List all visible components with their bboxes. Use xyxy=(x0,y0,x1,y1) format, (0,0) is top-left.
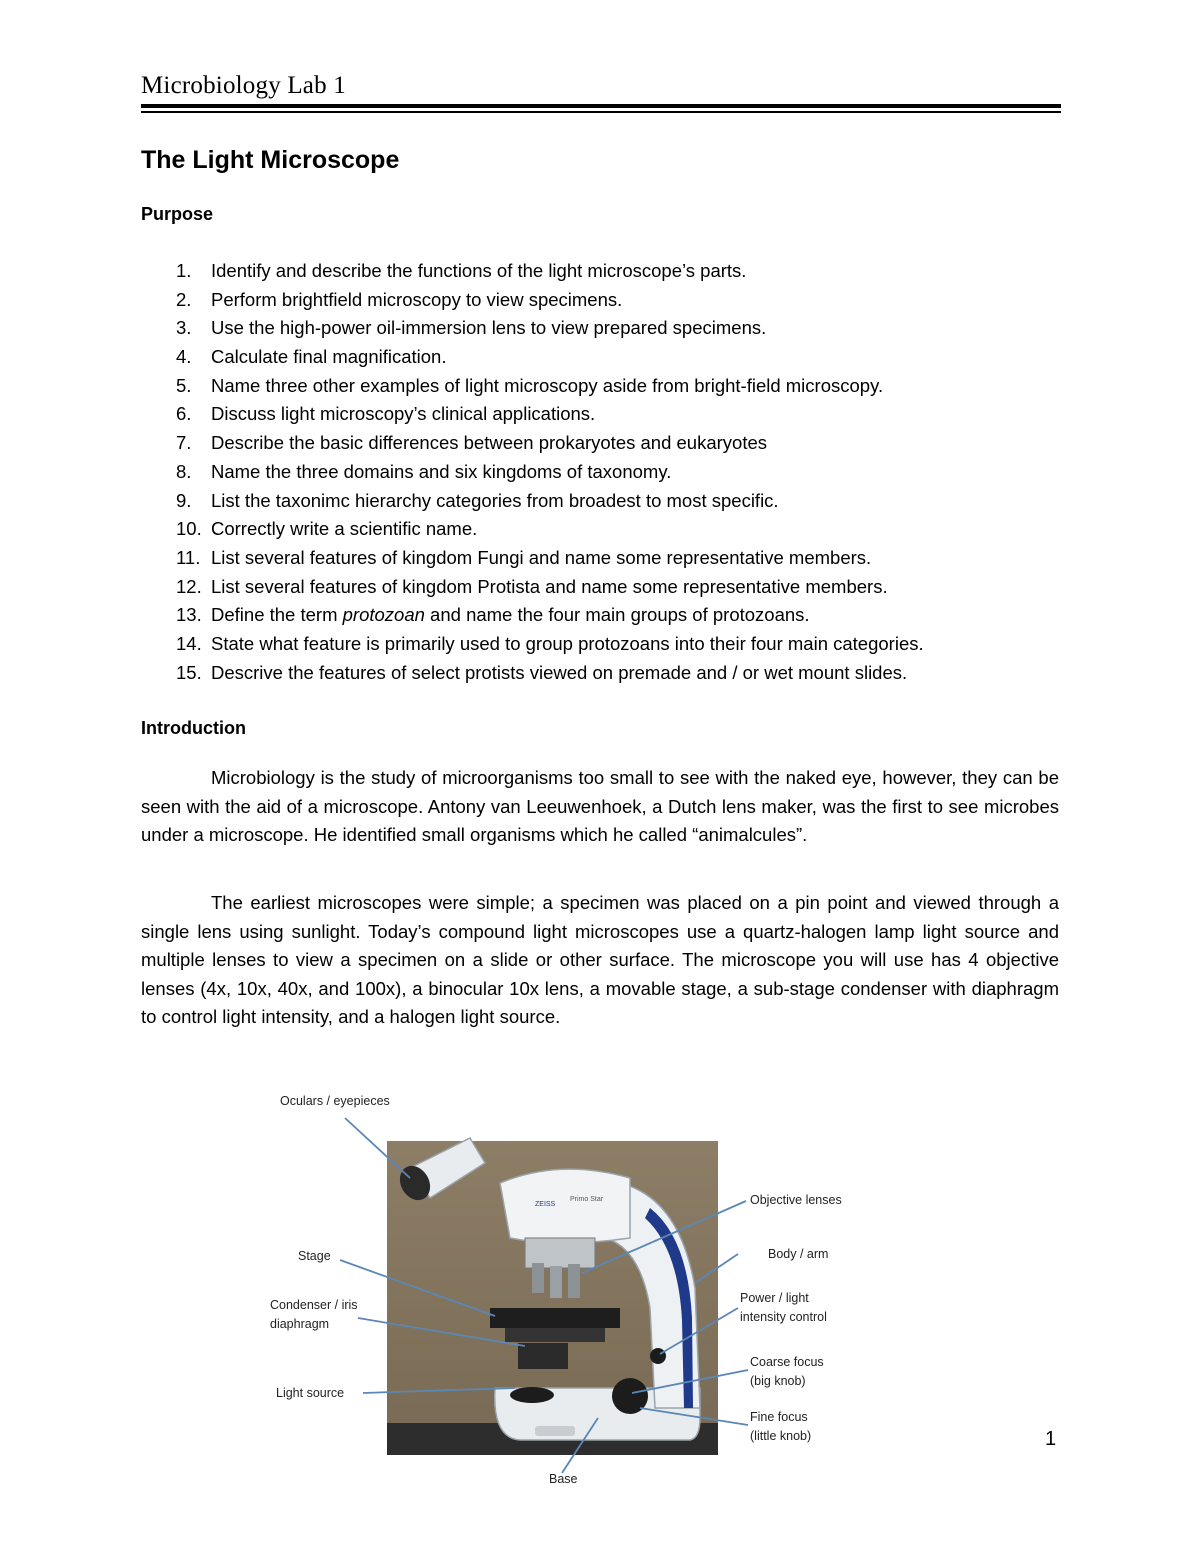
list-text: Name the three domains and six kingdoms of taxonomy. xyxy=(211,460,672,482)
header-rule-thin xyxy=(141,111,1061,113)
list-item xyxy=(141,601,924,630)
stage xyxy=(490,1308,620,1328)
list-number: 2. xyxy=(176,288,192,310)
list-number: 9. xyxy=(176,489,192,511)
list-number: 5. xyxy=(176,374,192,396)
list-text xyxy=(211,604,810,625)
svg-text:ZEISS: ZEISS xyxy=(535,1201,556,1208)
document-header: Microbiology Lab 1 xyxy=(141,72,346,99)
label-base: Base xyxy=(549,1472,578,1486)
light-source xyxy=(510,1387,554,1403)
list-text: Descrive the features of select protists viewed on premade and / or wet mount slides. xyxy=(211,661,908,683)
list-number: 6. xyxy=(176,403,192,425)
list-item xyxy=(141,314,924,343)
list-text: Calculate final magnification. xyxy=(211,346,447,368)
list-item xyxy=(141,372,924,401)
label-body: Body / arm xyxy=(768,1247,829,1261)
list-number: 13. xyxy=(176,604,202,626)
list-number: 10. xyxy=(176,518,202,540)
list-item xyxy=(141,257,924,286)
list-text: Identify and describe the functions of the light microscope’s parts. xyxy=(211,260,747,281)
list-text: State what feature is primarily used to group protozoans into their four main categories. xyxy=(211,632,924,654)
list-item xyxy=(141,429,924,458)
page-title: The Light Microscope xyxy=(141,146,400,174)
label-coarse-1: Coarse focus xyxy=(750,1355,824,1369)
page-number: 1 xyxy=(1045,1428,1057,1450)
list-number: 4. xyxy=(176,346,192,368)
list-number: 14. xyxy=(176,632,202,654)
list-text: Discuss light microscopy’s clinical applications. xyxy=(211,403,596,425)
list-number: 1. xyxy=(176,260,192,281)
label-oculars: Oculars / eyepieces xyxy=(280,1094,390,1108)
emphasis-term: protozoan xyxy=(342,604,425,626)
intro-paragraph: Microbiology is the study of microorganisms too small to see with the naked eye, however, they can be seen with the aid of a microscope. Antony van Leeuwenhoek, a Dutch lens maker, was the first to see microbes under a microscope. He identified small organisms which he called “animalcules”. xyxy=(141,767,1059,846)
intro-paragraph: The earliest microscopes were simple; a specimen was placed on a pin point and viewed through a single lens using sunlight. Today’s compound light microscopes use a quartz-halogen lamp light source and multiple lenses to view a specimen on a slide or other surface. The microscope you will use has 4 objective lenses (4x, 10x, 40x, and 100x), a binocular 10x lens, a movable stage, a sub-stage condenser with diaphragm to control light intensity, and a halogen light source. xyxy=(141,892,1059,1028)
head xyxy=(500,1169,630,1243)
list-item xyxy=(141,659,924,688)
label-fine-2: (little knob) xyxy=(750,1429,812,1443)
list-number: 3. xyxy=(176,317,192,339)
list-text: Correctly write a scientific name. xyxy=(211,518,478,540)
list-number: 12. xyxy=(176,575,202,597)
list-item xyxy=(141,630,924,659)
label-condenser-1: Condenser / iris xyxy=(270,1298,358,1312)
list-text: Perform brightfield microscopy to view specimens. xyxy=(211,288,623,310)
list-text: List the taxonimc hierarchy categories from broadest to most specific. xyxy=(211,489,779,511)
header-rule-thick xyxy=(141,104,1061,108)
purpose-heading: Purpose xyxy=(141,204,214,224)
list-text: Use the high-power oil-immersion lens to view prepared specimens. xyxy=(211,317,767,339)
purpose-list xyxy=(141,257,924,687)
list-item xyxy=(141,487,924,516)
list-text-after: and name the four main groups of protozoans. xyxy=(424,604,810,626)
list-text: Name three other examples of light microscopy aside from bright-field microscopy. xyxy=(211,374,884,396)
list-text: Describe the basic differences between prokaryotes and eukaryotes xyxy=(211,432,768,454)
list-text: List several features of kingdom Protista and name some representative members. xyxy=(211,575,888,597)
label-coarse-2: (big knob) xyxy=(750,1374,806,1388)
list-item xyxy=(141,286,924,315)
label-power-1: Power / light xyxy=(740,1291,809,1305)
brand-label: Primo Star xyxy=(570,1196,604,1203)
list-item xyxy=(141,515,924,544)
list-number: 7. xyxy=(176,432,192,454)
list-text: List several features of kingdom Fungi and name some representative members. xyxy=(211,546,872,568)
list-number: 8. xyxy=(176,460,192,482)
list-number: 15. xyxy=(176,661,202,683)
label-stage: Stage xyxy=(298,1249,331,1263)
label-condenser-2: diaphragm xyxy=(270,1317,330,1331)
list-text-before: Define the term xyxy=(211,604,343,626)
label-fine-1: Fine focus xyxy=(750,1410,808,1424)
label-power-2: intensity control xyxy=(740,1310,827,1324)
introduction-heading: Introduction xyxy=(141,718,246,738)
power-knob xyxy=(650,1348,666,1364)
list-item xyxy=(141,343,924,372)
list-item xyxy=(141,544,924,573)
condenser xyxy=(518,1343,568,1369)
list-item xyxy=(141,458,924,487)
label-light-source: Light source xyxy=(276,1386,345,1400)
list-item xyxy=(141,400,924,429)
label-objective: Objective lenses xyxy=(750,1193,842,1207)
microscope-figure xyxy=(260,1088,880,1498)
list-item xyxy=(141,573,924,602)
list-number: 11. xyxy=(176,546,201,568)
